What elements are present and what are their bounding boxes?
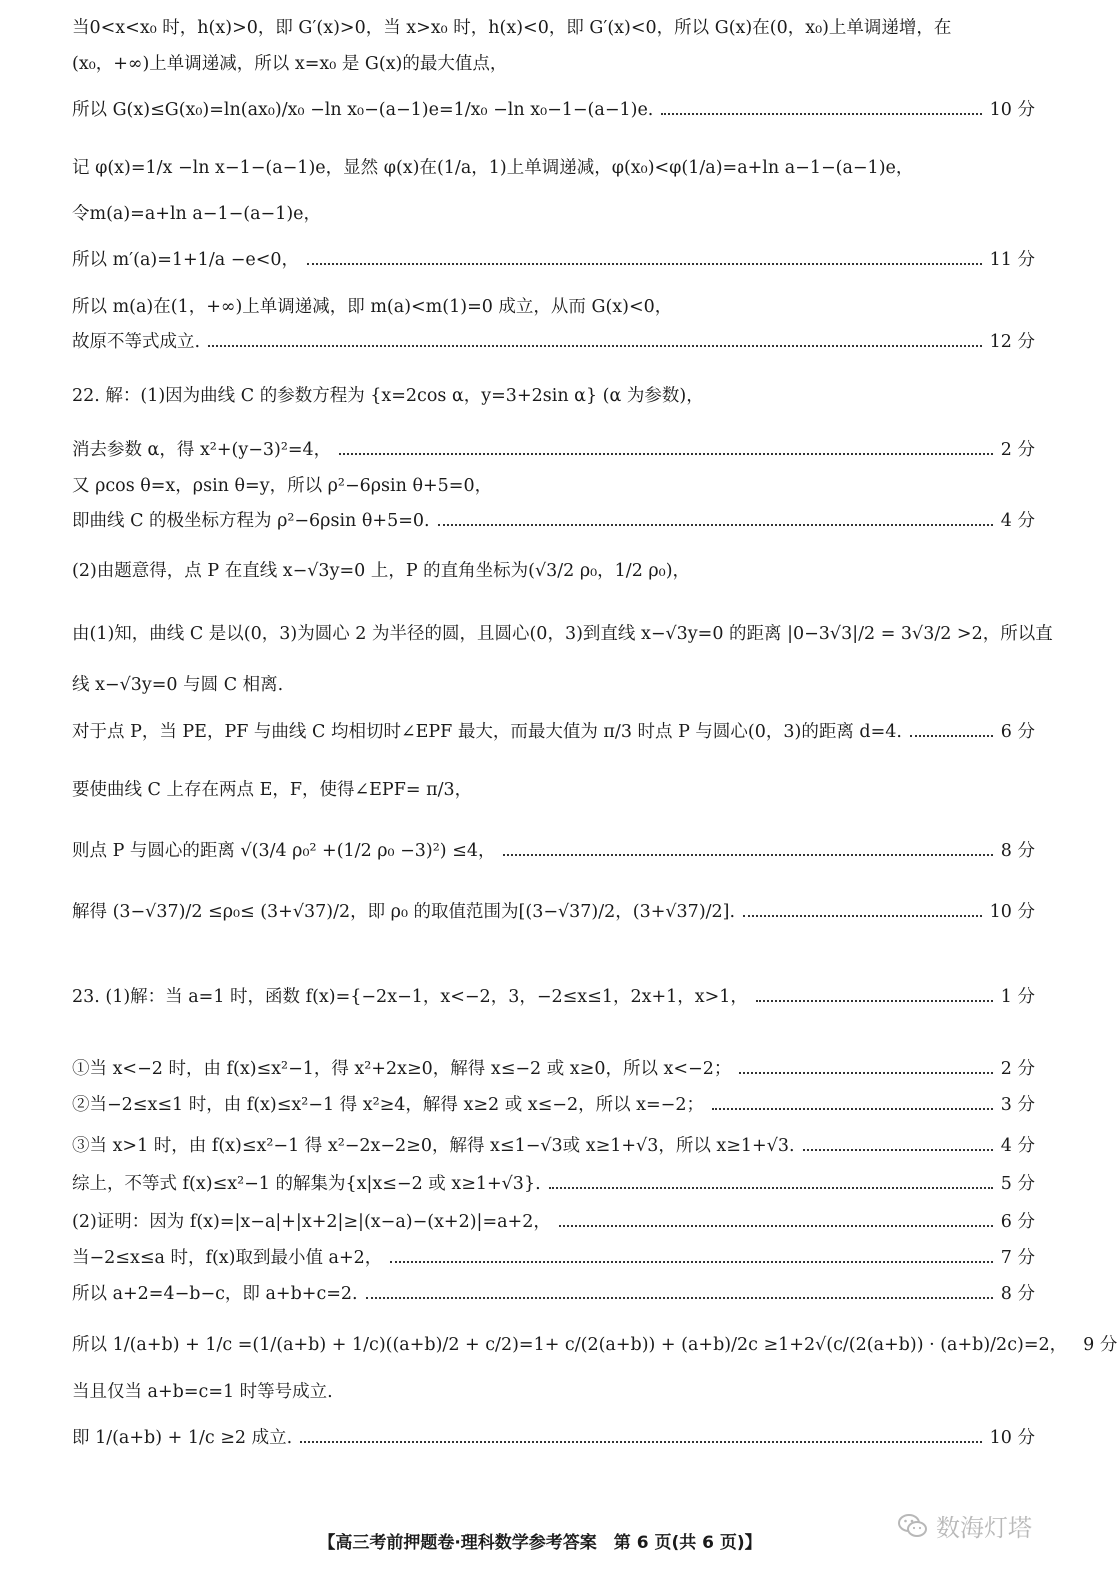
text-line: 所以 m(a)在(1，+∞)上单调递减，即 m(a)<m(1)=0 成立，从而 G(x)<0， [72, 297, 673, 317]
score: 8 分 [1000, 1284, 1035, 1304]
text-line: 又 ρcos θ=x，ρsin θ=y，所以 ρ²−6ρsin θ+5=0， [72, 476, 493, 496]
score: 11 分 [989, 250, 1035, 270]
page-footer: 【高三考前押题卷·理科数学参考答案 第 6 页(共 6 页)】 [318, 1533, 762, 1553]
text-line: 解得 (3−√37)/2 ≤ρ₀≤ (3+√37)/2，即 ρ₀ 的取值范围为[(3−√37)/2，(3+√37)/2]. 10 分 [72, 902, 1035, 922]
score: 6 分 [1000, 1212, 1035, 1232]
text-line: 所以 G(x)≤G(x₀)=ln(ax₀)/x₀ −ln x₀−(a−1)e=1/x₀ −ln x₀−1−(a−1)e. 10 分 [72, 100, 1035, 120]
text-line: 当0<x<x₀ 时，h(x)>0，即 G′(x)>0，当 x>x₀ 时，h(x)<0，即 G′(x)<0，所以 G(x)在(0，x₀)上单调递增，在 [72, 18, 952, 38]
score: 9 分 [1083, 1335, 1117, 1355]
score: 10 分 [989, 1428, 1035, 1448]
score: 8 分 [1000, 841, 1035, 861]
text-line: 记 φ(x)=1/x −ln x−1−(a−1)e，显然 φ(x)在(1/a，1)上单调递减，φ(x₀)<φ(1/a)=a+ln a−1−(a−1)e， [72, 158, 914, 178]
text-line: 综上，不等式 f(x)≤x²−1 的解集为{x|x≤−2 或 x≥1+√3}. 5 分 [72, 1174, 1035, 1194]
text-line: 故原不等式成立. 12 分 [72, 332, 1035, 352]
text-line: 则点 P 与圆心的距离 √(3/4 ρ₀² +(1/2 ρ₀ −3)²) ≤4， 8 分 [72, 841, 1035, 861]
text-line: 22. 解：(1)因为曲线 C 的参数方程为 {x=2cos α，y=3+2sin α} (α 为参数)， [72, 386, 704, 406]
score: 10 分 [989, 902, 1035, 922]
text-line: (2)由题意得，点 P 在直线 x−√3y=0 上，P 的直角坐标为(√3/2 ρ₀，1/2 ρ₀)， [72, 561, 691, 581]
text-line: 对于点 P，当 PE，PF 与曲线 C 均相切时∠EPF 最大，而最大值为 π/3 时点 P 与圆心(0，3)的距离 d=4. 6 分 [72, 722, 1035, 742]
score: 6 分 [1000, 722, 1035, 742]
score: 7 分 [1000, 1248, 1035, 1268]
score: 5 分 [1000, 1174, 1035, 1194]
text-line: 23. (1)解：当 a=1 时，函数 f(x)={−2x−1，x<−2，3，−2≤x≤1，2x+1，x>1， 1 分 [72, 987, 1035, 1007]
text-line: ②当−2≤x≤1 时，由 f(x)≤x²−1 得 x²≥4，解得 x≥2 或 x≤−2，所以 x=−2； 3 分 [72, 1095, 1035, 1115]
text-line: ③当 x>1 时，由 f(x)≤x²−1 得 x²−2x−2≥0，解得 x≤1−√3或 x≥1+√3，所以 x≥1+√3. 4 分 [72, 1136, 1035, 1156]
text-line: 消去参数 α，得 x²+(y−3)²=4， 2 分 [72, 440, 1035, 460]
text-line: 即 1/(a+b) + 1/c ≥2 成立. 10 分 [72, 1428, 1035, 1448]
watermark-text: 数海灯塔 [936, 1514, 1032, 1542]
text-line: 要使曲线 C 上存在两点 E，F，使得∠EPF= π/3， [72, 780, 473, 800]
wechat-icon [898, 1513, 928, 1539]
score: 3 分 [1000, 1095, 1035, 1115]
text-line: 线 x−√3y=0 与圆 C 相离. [72, 675, 284, 695]
text-line: ①当 x<−2 时，由 f(x)≤x²−1，得 x²+2x≥0，解得 x≤−2 或 x≥0，所以 x<−2； 2 分 [72, 1059, 1035, 1079]
score: 4 分 [1000, 511, 1035, 531]
text-line: 所以 1/(a+b) + 1/c =(1/(a+b) + 1/c)((a+b)/2 + c/2)=1+ c/(2(a+b)) + (a+b)/2c ≥1+2√(c/(2(a+b)) · (a+b)/2c)=2， 9 分 [72, 1335, 1117, 1355]
score: 12 分 [989, 332, 1035, 352]
score: 2 分 [1000, 1059, 1035, 1079]
text-line: 当且仅当 a+b=c=1 时等号成立. [72, 1382, 333, 1402]
text-line: 所以 a+2=4−b−c，即 a+b+c=2. 8 分 [72, 1284, 1035, 1304]
score: 1 分 [1000, 987, 1035, 1007]
score: 10 分 [989, 100, 1035, 120]
watermark [898, 1508, 1032, 1543]
text-line: 当−2≤x≤a 时，f(x)取到最小值 a+2， 7 分 [72, 1248, 1035, 1268]
text-line: 即曲线 C 的极坐标方程为 ρ²−6ρsin θ+5=0. 4 分 [72, 511, 1035, 531]
text-line: 所以 m′(a)=1+1/a −e<0， 11 分 [72, 250, 1035, 270]
text-line: 由(1)知，曲线 C 是以(0，3)为圆心 2 为半径的圆，且圆心(0，3)到直线 x−√3y=0 的距离 |0−3√3|/2 = 3√3/2 >2，所以直 [72, 624, 1053, 644]
score: 4 分 [1000, 1136, 1035, 1156]
text-line: (2)证明：因为 f(x)=|x−a|+|x+2|≥|(x−a)−(x+2)|=a+2， 6 分 [72, 1212, 1035, 1232]
score: 2 分 [1000, 440, 1035, 460]
text-line: (x₀，+∞)上单调递减，所以 x=x₀ 是 G(x)的最大值点， [72, 54, 508, 74]
text-line: 令m(a)=a+ln a−1−(a−1)e， [72, 204, 322, 224]
